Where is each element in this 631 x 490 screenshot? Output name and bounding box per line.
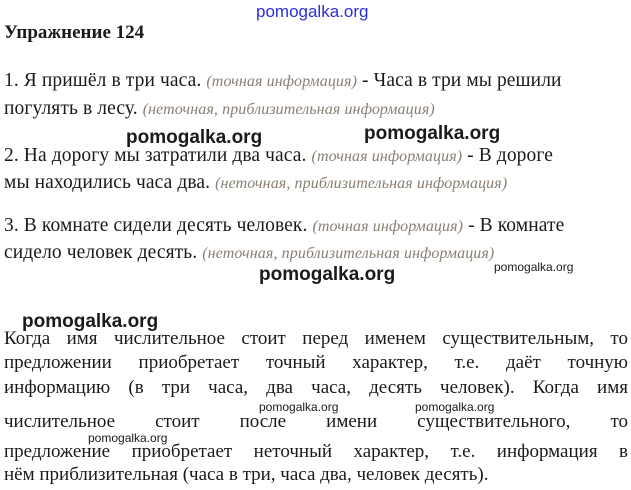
example-3-note-b: (неточная, приблизительная информация) [202, 245, 495, 262]
example-1-note-a: (точная информация) [206, 73, 358, 90]
example-3-note-a: (точная информация) [312, 218, 464, 235]
explanation-line-3: информацию (в три часа, два часа, десять человек). Когда имя [4, 377, 628, 398]
watermark: pomogalka.org [494, 260, 574, 274]
watermark: pomogalka.org [88, 431, 168, 445]
example-1-line-2 [4, 98, 435, 120]
example-1-sentence-b-cont: погулять в лесу. [4, 98, 138, 119]
example-1-sentence-a: 1. Я пришёл в три часа. [4, 70, 202, 91]
example-2-note-b: (неточная, приблизительная информация) [215, 175, 508, 192]
example-2-sentence-b: - В дороге [467, 145, 553, 166]
explanation-line-4: числительное стоит после имени существительного, то [4, 411, 628, 432]
example-2-line-2 [4, 172, 507, 194]
example-3-line-2 [4, 242, 494, 264]
example-2-line-1 [4, 145, 553, 167]
example-3-sentence-a: 3. В комнате сидели десять человек. [4, 215, 308, 236]
watermark: pomogalka.org [364, 123, 501, 144]
example-1-sentence-b: - Часа в три мы решили [362, 70, 562, 91]
example-3-sentence-b-cont: сидело человек десять. [4, 242, 198, 263]
explanation-line-2: предложении приобретает точный характер, т.е. даёт точную [4, 352, 628, 373]
explanation-line-6: нём приблизительная (часа в три, часа два, человек десять). [4, 464, 489, 485]
example-2-sentence-b-cont: мы находились часа два. [4, 172, 211, 193]
example-3-line-1 [4, 215, 564, 237]
watermark: pomogalka.org [126, 127, 263, 148]
example-2-sentence-a: 2. На дорогу мы затратили два часа. [4, 145, 307, 166]
example-2-note-a: (точная информация) [311, 148, 463, 165]
watermark: pomogalka.org [259, 264, 396, 285]
watermark: pomogalka.org [22, 311, 159, 332]
explanation-line-1: Когда имя числительное стоит перед именем существительным, то [4, 328, 628, 349]
watermark: pomogalka.org [259, 400, 339, 414]
explanation-line-5: предложение приобретает неточный характер, т.е. информация в [4, 441, 628, 462]
exercise-title: Упражнение 124 [4, 22, 145, 43]
example-1-line-1 [4, 70, 562, 92]
example-1-note-b: (неточная, приблизительная информация) [142, 101, 435, 118]
watermark-top: pomogalka.org [256, 2, 369, 21]
watermark: pomogalka.org [415, 400, 495, 414]
example-3-sentence-b: - В комнате [468, 215, 565, 236]
